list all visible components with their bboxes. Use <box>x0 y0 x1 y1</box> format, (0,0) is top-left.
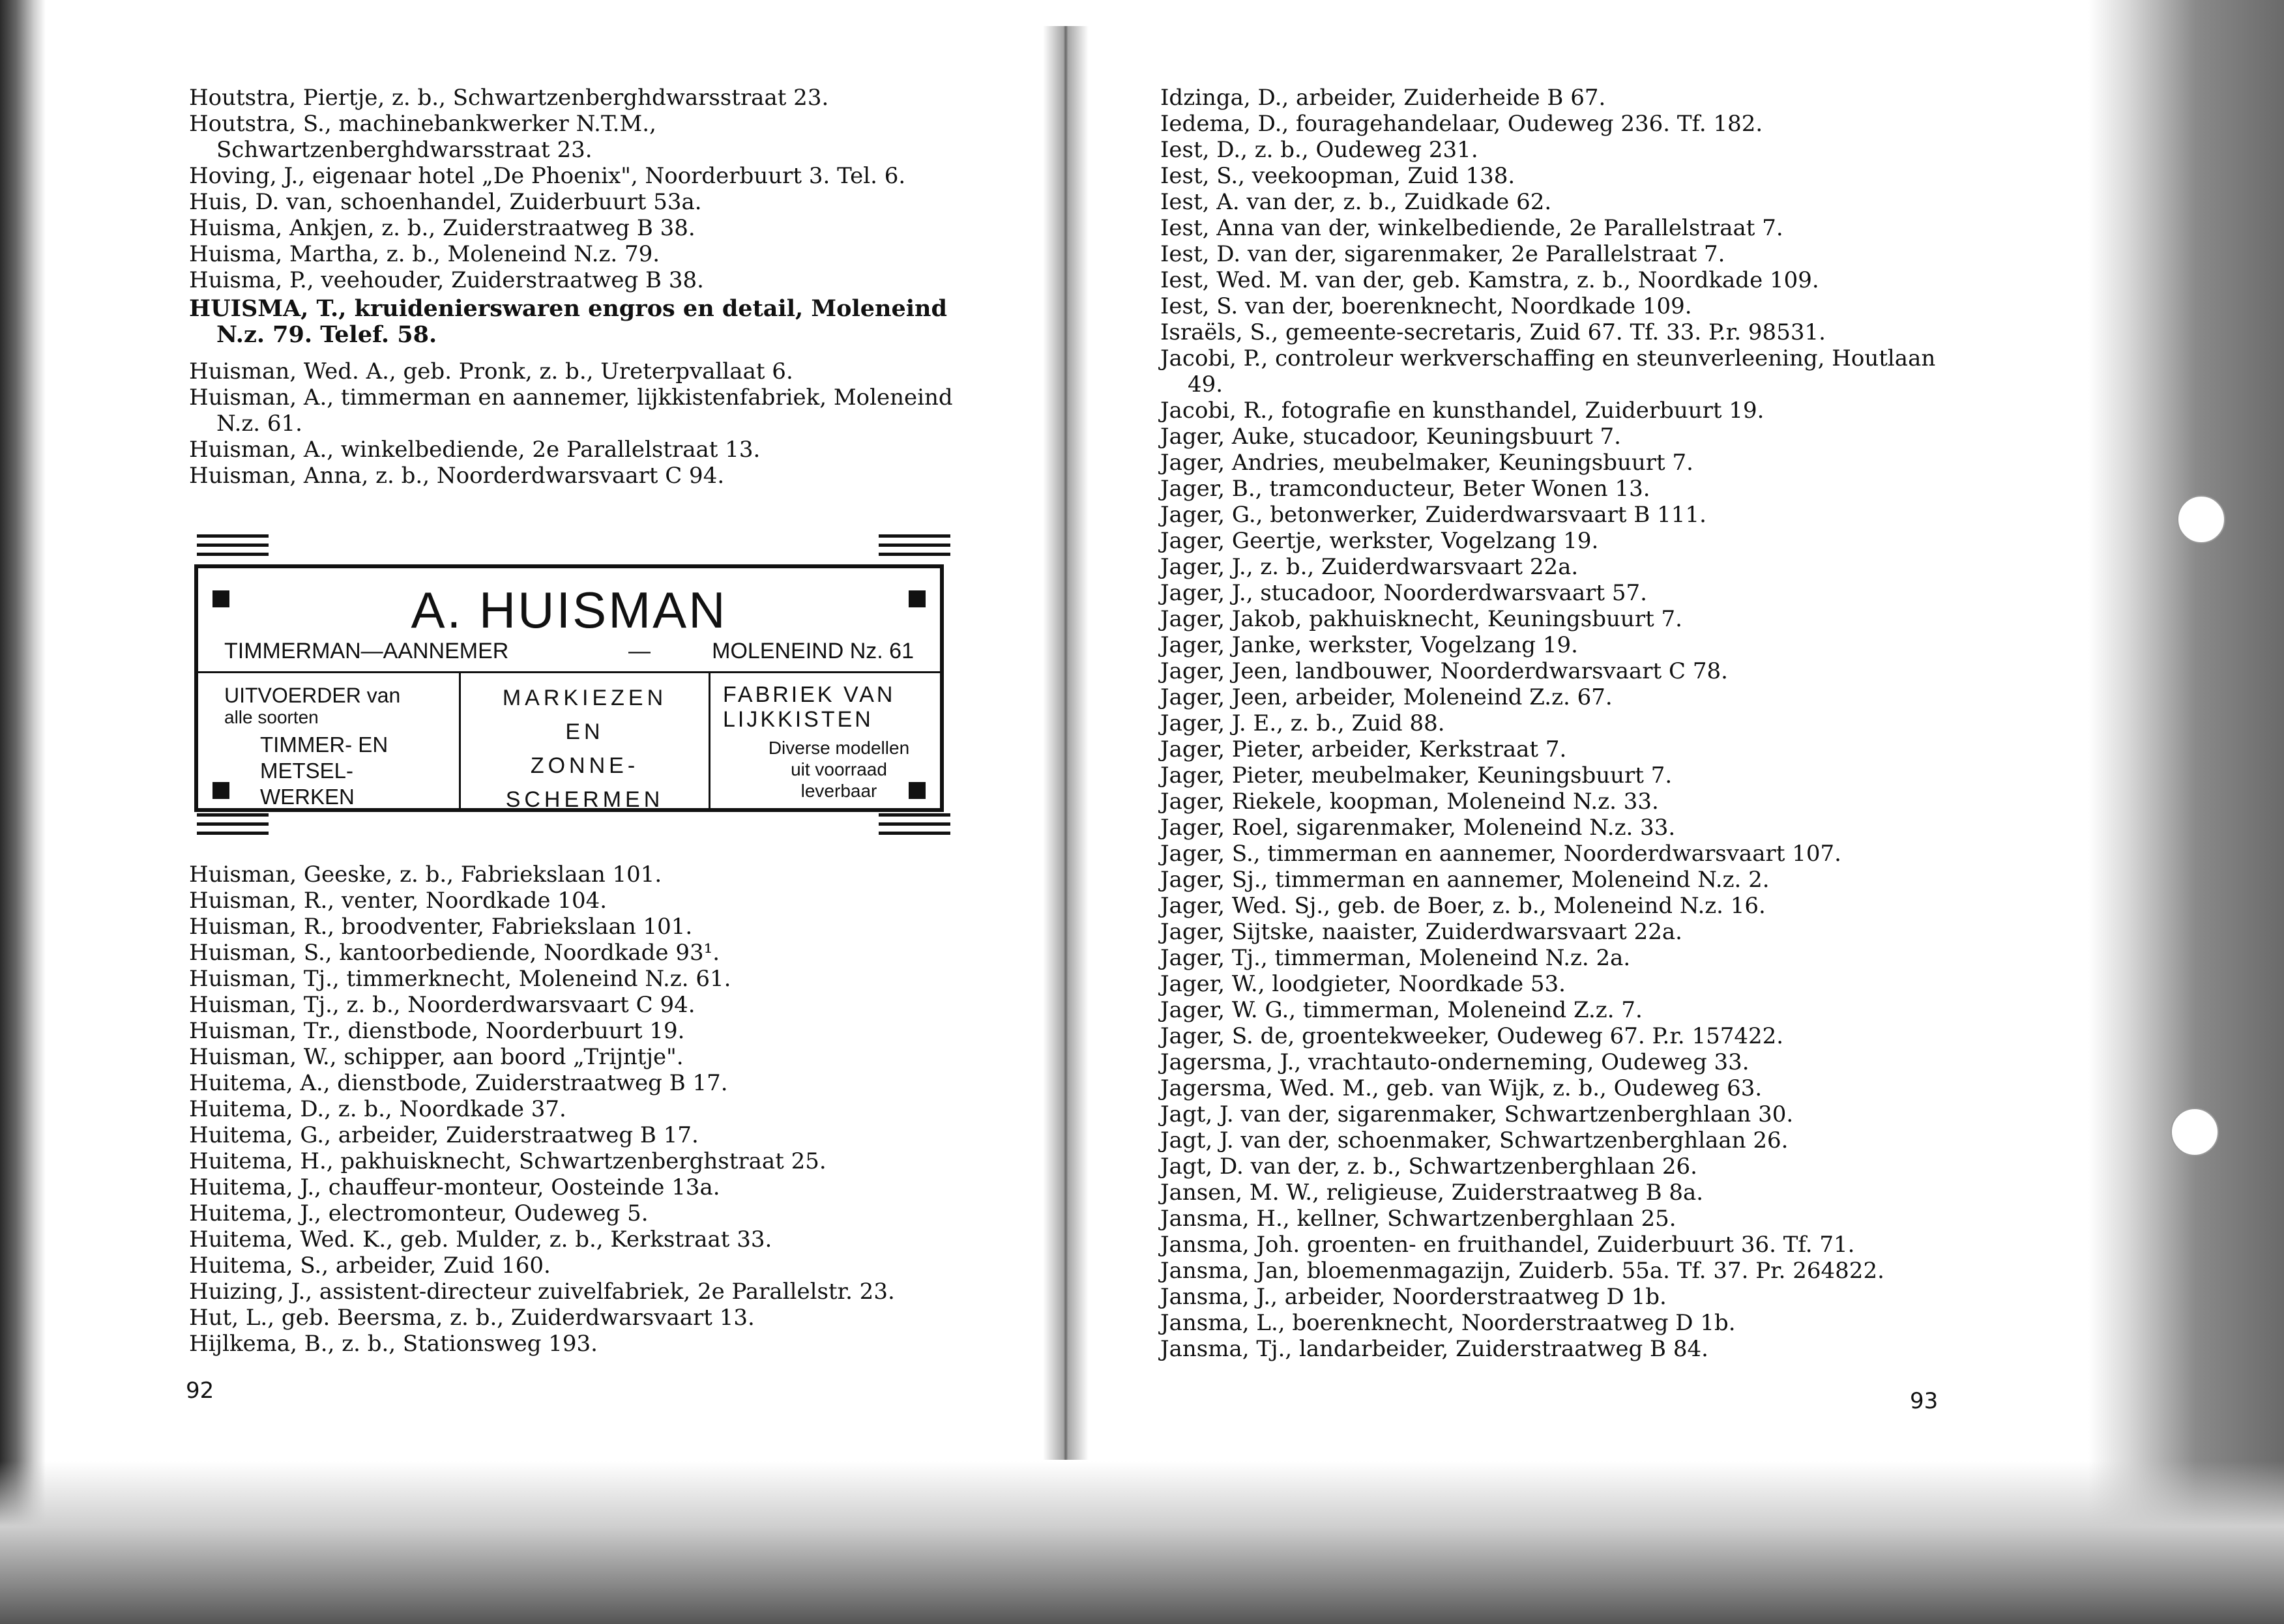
directory-entry: Hoving, J., eigenaar hotel „De Phoenix", Noorderbuurt 3. Tel. 6. <box>189 163 906 189</box>
scan-shadow-left <box>0 0 46 1624</box>
directory-entry: Jager, W., loodgieter, Noordkade 53. <box>1160 971 1566 997</box>
directory-entry: Huisman, W., schipper, aan boord „Trijntje". <box>189 1044 684 1070</box>
directory-entry: Iedema, D., fouragehandelaar, Oudeweg 236. Tf. 182. <box>1160 111 1763 137</box>
directory-entry: Huis, D. van, schoenhandel, Zuiderbuurt 53a. <box>189 189 702 215</box>
directory-entry: Huisman, A., winkelbediende, 2e Parallelstraat 13. <box>189 437 761 463</box>
directory-entry: Jager, Geertje, werkster, Vogelzang 19. <box>1160 528 1599 554</box>
ad-col1-line1: UITVOERDER van <box>224 684 401 707</box>
directory-entry: Huisman, S., kantoorbediende, Noordkade 93¹. <box>189 940 720 966</box>
directory-entry: Jager, J., stucadoor, Noorderdwarsvaart 57. <box>1160 580 1647 606</box>
ad-col1-line5: WERKEN <box>260 785 355 809</box>
directory-entry: Jager, J., z. b., Zuiderdwarsvaart 22a. <box>1160 554 1579 580</box>
directory-entry: Huisman, A., timmerman en aannemer, lijkkistenfabriek, Moleneind N.z. 61. <box>189 384 953 437</box>
directory-entry: Jager, Jakob, pakhuisknecht, Keuningsbuurt 7. <box>1160 606 1682 632</box>
ad-col2-text <box>461 681 709 817</box>
left-entries-bottom <box>189 862 971 1357</box>
ad-col2-line3: ZONNE- <box>530 753 639 778</box>
directory-entry: Huitema, J., electromonteur, Oudeweg 5. <box>189 1200 649 1226</box>
left-page-lower <box>189 862 971 1357</box>
directory-entry: Houtstra, Piertje, z. b., Schwartzenberghdwarsstraat 23. <box>189 85 829 111</box>
directory-entry: Huitema, S., arbeider, Zuid 160. <box>189 1253 551 1279</box>
directory-entry: Huitema, G., arbeider, Zuiderstraatweg B 17. <box>189 1122 699 1148</box>
directory-entry: Jager, Sijtske, naaister, Zuiderdwarsvaart 22a. <box>1160 919 1682 945</box>
ad-col3-heading <box>723 682 895 732</box>
right-page <box>1160 85 1942 1362</box>
directory-entry: Iest, D., z. b., Oudeweg 231. <box>1160 137 1478 163</box>
ad-dash: — <box>628 639 651 663</box>
ad-ornament-bottom-right <box>879 813 950 841</box>
directory-entry: Jager, B., tramconducteur, Beter Wonen 13. <box>1160 476 1650 502</box>
ad-col1-line4: METSEL- <box>260 759 354 783</box>
directory-entry: Jansma, J., arbeider, Noorderstraatweg D 1b. <box>1160 1284 1667 1310</box>
directory-entry: Hijlkema, B., z. b., Stationsweg 193. <box>189 1331 598 1357</box>
directory-entry: Jager, Jeen, arbeider, Moleneind Z.z. 67. <box>1160 684 1613 710</box>
ad-square-icon <box>909 782 926 799</box>
directory-entry: Huisman, Tr., dienstbode, Noorderbuurt 19. <box>189 1018 685 1044</box>
ad-square-icon <box>212 782 229 799</box>
page-number-left: 92 <box>186 1378 214 1404</box>
directory-entry: Jager, Pieter, meubelmaker, Keuningsbuurt 7. <box>1160 762 1673 789</box>
directory-entry: Jager, Jeen, landbouwer, Noorderdwarsvaart C 78. <box>1160 658 1728 684</box>
directory-entry: Huisma, Martha, z. b., Moleneind N.z. 79. <box>189 241 660 267</box>
directory-entry: Iest, D. van der, sigarenmaker, 2e Parallelstraat 7. <box>1160 241 1725 267</box>
directory-entry: Jansma, Jan, bloemenmagazijn, Zuiderb. 55a. Tf. 37. Pr. 264822. <box>1160 1258 1884 1284</box>
directory-entry: Huitema, A., dienstbode, Zuiderstraatweg B 17. <box>189 1070 728 1096</box>
directory-entry: Huisman, Wed. A., geb. Pronk, z. b., Ureterpvallaat 6. <box>189 358 793 384</box>
ad-col3-line3: Diverse modellen <box>768 738 910 758</box>
directory-entry: Jager, Pieter, arbeider, Kerkstraat 7. <box>1160 736 1567 762</box>
directory-entry: Iest, Wed. M. van der, geb. Kamstra, z. b., Noordkade 109. <box>1160 267 1819 293</box>
directory-entry: Huisman, R., venter, Noordkade 104. <box>189 888 608 914</box>
directory-entry: Hut, L., geb. Beersma, z. b., Zuiderdwarsvaart 13. <box>189 1305 755 1331</box>
punch-hole-bottom <box>2171 1108 2219 1156</box>
directory-entry: Jager, Roel, sigarenmaker, Moleneind N.z. 33. <box>1160 815 1676 841</box>
ad-ornament-top-right <box>879 534 950 562</box>
directory-entry: HUISMA, T., kruidenierswaren engros en detail, Moleneind N.z. 79. Telef. 58. <box>189 295 947 348</box>
directory-entry: Jansma, L., boerenknecht, Noorderstraatweg D 1b. <box>1160 1310 1736 1336</box>
directory-entry: Huitema, J., chauffeur-monteur, Oosteinde 13a. <box>189 1174 720 1200</box>
directory-entry: Jager, J. E., z. b., Zuid 88. <box>1160 710 1445 736</box>
directory-entry: Jager, Riekele, koopman, Moleneind N.z. 33. <box>1160 789 1659 815</box>
directory-entry: Jager, Wed. Sj., geb. de Boer, z. b., Moleneind N.z. 16. <box>1160 893 1766 919</box>
ad-col2-line1: MARKIEZEN <box>502 686 667 710</box>
scan-shadow-bottom <box>0 1461 2284 1624</box>
ad-ornament-bottom-left <box>197 813 269 841</box>
ad-company-name: A. HUISMAN <box>411 581 727 639</box>
ad-column-2 <box>459 673 710 812</box>
scan-shadow-right <box>2088 0 2284 1624</box>
page-number-right: 93 <box>1910 1388 1939 1414</box>
left-page <box>189 85 971 489</box>
ad-col3-details <box>741 737 937 802</box>
ad-address: MOLENEIND Nz. 61 <box>712 639 914 663</box>
directory-entry: Jager, Janke, werkster, Vogelzang 19. <box>1160 632 1578 658</box>
directory-entry: Jagt, J. van der, sigarenmaker, Schwartzenberghlaan 30. <box>1160 1101 1794 1127</box>
directory-entry: Iest, Anna van der, winkelbediende, 2e Parallelstraat 7. <box>1160 215 1783 241</box>
directory-entry: Jagt, J. van der, schoenmaker, Schwartzenberghlaan 26. <box>1160 1127 1789 1153</box>
ad-column-3 <box>709 673 940 808</box>
directory-entry: Huisma, P., veehouder, Zuiderstraatweg B 38. <box>189 267 704 293</box>
right-entries <box>1160 85 1942 1362</box>
advertisement-huisman <box>189 534 958 841</box>
ad-role: TIMMERMAN—AANNEMER <box>224 639 509 663</box>
directory-entry: Huisman, R., broodventer, Fabriekslaan 101. <box>189 914 693 940</box>
directory-entry: Huisman, Geeske, z. b., Fabriekslaan 101. <box>189 862 662 888</box>
ad-ornament-top-left <box>197 534 269 562</box>
directory-entry: Jager, Andries, meubelmaker, Keuningsbuurt 7. <box>1160 450 1693 476</box>
directory-entry: Jansma, Joh. groenten- en fruithandel, Zuiderbuurt 36. Tf. 71. <box>1160 1232 1855 1258</box>
directory-entry: Jansma, H., kellner, Schwartzenberghlaan 25. <box>1160 1206 1676 1232</box>
ad-col1-line2: alle soorten <box>224 707 319 727</box>
ad-col1-services <box>260 732 388 810</box>
directory-entry: Jager, Auke, stucadoor, Keuningsbuurt 7. <box>1160 424 1621 450</box>
left-entries-top <box>189 85 971 489</box>
ad-col3-line5: leverbaar <box>800 781 877 801</box>
ad-col2-line4: SCHERMEN <box>505 787 664 812</box>
directory-entry: Huitema, Wed. K., geb. Mulder, z. b., Kerkstraat 33. <box>189 1226 772 1253</box>
directory-entry: Jager, W. G., timmerman, Moleneind Z.z. 7. <box>1160 997 1643 1023</box>
directory-entry: Jagersma, Wed. M., geb. van Wijk, z. b., Oudeweg 63. <box>1160 1075 1763 1101</box>
directory-entry: Huizing, J., assistent-directeur zuivelfabriek, 2e Parallelstr. 23. <box>189 1279 895 1305</box>
directory-entry: Jansen, M. W., religieuse, Zuiderstraatweg B 8a. <box>1160 1180 1704 1206</box>
directory-entry: Jager, Sj., timmerman en aannemer, Moleneind N.z. 2. <box>1160 867 1770 893</box>
ad-col3-line1: FABRIEK VAN <box>723 682 896 707</box>
ad-col2-line2: EN <box>565 719 604 744</box>
directory-entry: Jager, S., timmerman en aannemer, Noorderdwarsvaart 107. <box>1160 841 1841 867</box>
directory-entry: Huitema, D., z. b., Noordkade 37. <box>189 1096 566 1122</box>
directory-entry: Jager, G., betonwerker, Zuiderdwarsvaart B 111. <box>1160 502 1706 528</box>
directory-entry: Huisma, Ankjen, z. b., Zuiderstraatweg B 38. <box>189 215 695 241</box>
directory-entry: Idzinga, D., arbeider, Zuiderheide B 67. <box>1160 85 1606 111</box>
directory-entry: Jacobi, P., controleur werkverschaffing en steunverleening, Houtlaan 49. <box>1160 345 1936 398</box>
directory-entry: Iest, S. van der, boerenknecht, Noordkade 109. <box>1160 293 1692 319</box>
book-gutter <box>1043 26 1089 1460</box>
ad-column-1 <box>198 673 459 808</box>
directory-entry: Houtstra, S., machinebankwerker N.T.M., Schwartzenberghdwarsstraat 23. <box>189 111 656 163</box>
directory-entry: Iest, S., veekoopman, Zuid 138. <box>1160 163 1515 189</box>
directory-entry: Huisman, Anna, z. b., Noorderdwarsvaart C 94. <box>189 463 725 489</box>
directory-entry: Jacobi, R., fotografie en kunsthandel, Zuiderbuurt 19. <box>1160 398 1764 424</box>
directory-entry: Jager, Tj., timmerman, Moleneind N.z. 2a. <box>1160 945 1631 971</box>
directory-entry: Huisman, Tj., z. b., Noorderdwarsvaart C 94. <box>189 992 695 1018</box>
directory-entry: Jager, S. de, groentekweeker, Oudeweg 67. P.r. 157422. <box>1160 1023 1784 1049</box>
ad-frame <box>194 564 944 812</box>
punch-hole-top <box>2177 495 2225 544</box>
directory-entry: Jansma, Tj., landarbeider, Zuiderstraatweg B 84. <box>1160 1336 1708 1362</box>
directory-entry: Israëls, S., gemeente-secretaris, Zuid 67. Tf. 33. P.r. 98531. <box>1160 319 1826 345</box>
directory-entry: Huitema, H., pakhuisknecht, Schwartzenberghstraat 25. <box>189 1148 827 1174</box>
ad-col1-line3: TIMMER- EN <box>260 732 388 757</box>
directory-entry: Jagersma, J., vrachtauto-onderneming, Oudeweg 33. <box>1160 1049 1750 1075</box>
directory-entry: Huisman, Tj., timmerknecht, Moleneind N.z. 61. <box>189 966 731 992</box>
ad-col3-line4: uit voorraad <box>791 759 887 779</box>
directory-entry: Iest, A. van der, z. b., Zuidkade 62. <box>1160 189 1552 215</box>
directory-entry: Jagt, D. van der, z. b., Schwartzenberghlaan 26. <box>1160 1153 1697 1180</box>
ad-col3-line2: LIJKKISTEN <box>723 707 873 732</box>
